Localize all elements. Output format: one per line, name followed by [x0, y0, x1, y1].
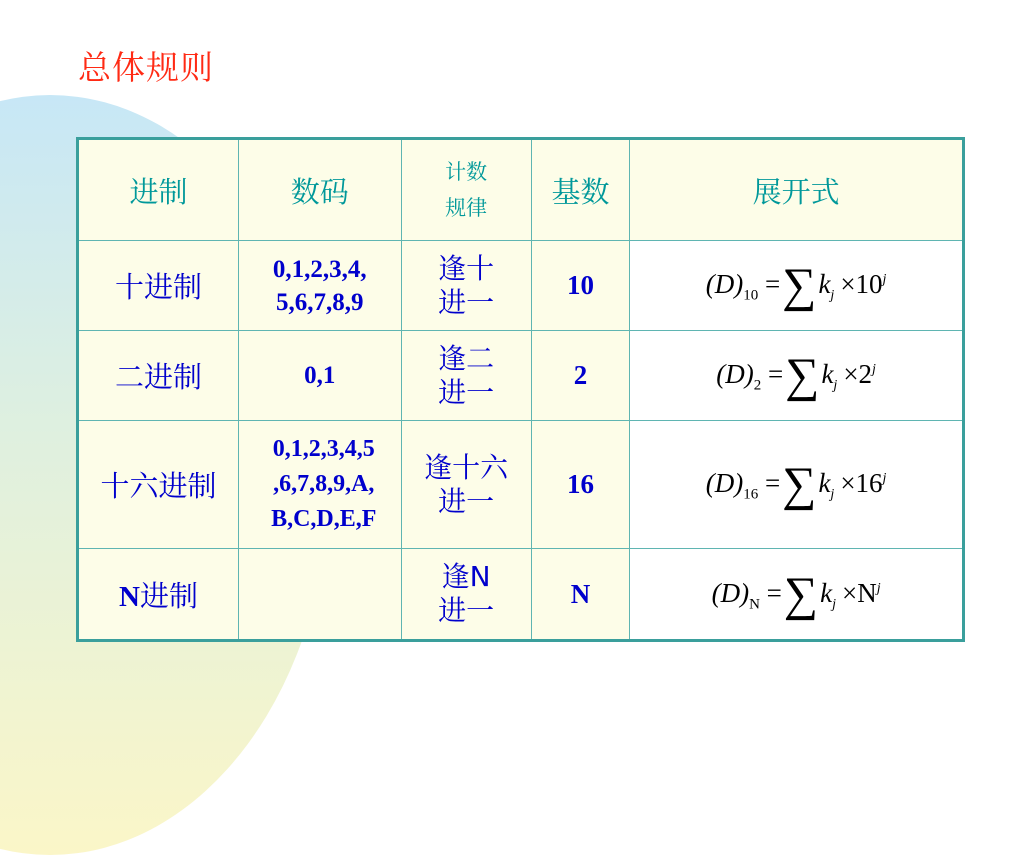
- formula-equals: =: [764, 269, 781, 299]
- table-row: [78, 241, 964, 331]
- formula-times: ×: [840, 269, 856, 299]
- formula-lhs: (D): [716, 359, 754, 389]
- formula-lhs: (D): [705, 468, 744, 498]
- header-rule: [401, 139, 531, 241]
- formula-times: ×: [840, 468, 856, 498]
- formula-subscript: 10: [743, 287, 759, 304]
- formula-exponent: j: [876, 580, 881, 596]
- system-name-prefix: N: [118, 580, 140, 613]
- expansion-cell: [630, 549, 964, 641]
- radix-value: 2: [531, 331, 629, 421]
- formula-radix: 16: [855, 468, 883, 498]
- expansion-formula: [712, 567, 881, 622]
- formula-radix: N: [857, 577, 877, 608]
- sigma-symbol: ∑: [783, 567, 819, 621]
- sigma-symbol: ∑: [785, 349, 820, 402]
- header-base: 基数: [531, 139, 629, 241]
- sigma-symbol: ∑: [782, 458, 817, 511]
- digit-set: 0,1,2,3,4, 5,6,7,8,9: [238, 241, 401, 331]
- formula-k: k: [818, 269, 831, 299]
- formula-radix: 2: [858, 359, 873, 389]
- header-system: 进制: [78, 139, 239, 241]
- expansion-cell: [630, 331, 964, 421]
- table-row: [78, 421, 964, 549]
- formula-index: j: [830, 487, 835, 502]
- slide-title: 总体规则: [78, 48, 214, 87]
- radix-value: N: [531, 549, 629, 641]
- expansion-formula: [706, 258, 887, 313]
- formula-subscript: 2: [753, 377, 762, 394]
- formula-times: ×: [843, 359, 859, 389]
- formula-index: j: [833, 378, 838, 393]
- formula-lhs: (D): [711, 577, 750, 608]
- number-system-table: [76, 137, 965, 642]
- table-row: [78, 549, 964, 641]
- radix-value: 16: [531, 421, 629, 549]
- formula-k: k: [818, 468, 831, 498]
- expansion-formula: [706, 457, 887, 512]
- table-header-row: [78, 139, 964, 241]
- formula-lhs: (D): [705, 269, 744, 299]
- sigma-symbol: ∑: [782, 259, 817, 312]
- system-name-suffix: 进制: [139, 578, 198, 613]
- system-name: 十进制: [78, 241, 239, 331]
- formula-index: j: [830, 288, 835, 303]
- digit-set: 0,1: [238, 331, 401, 421]
- formula-subscript: 16: [743, 486, 759, 503]
- formula-radix: 10: [855, 269, 883, 299]
- formula-exponent: j: [882, 272, 887, 287]
- formula-subscript: N: [749, 595, 760, 612]
- carry-rule: 逢十六 进一: [401, 421, 531, 549]
- carry-rule: 逢二 进一: [401, 331, 531, 421]
- expansion-cell: [630, 421, 964, 549]
- formula-k: k: [821, 359, 834, 389]
- header-expansion: 展开式: [630, 139, 964, 241]
- expansion-cell: [630, 241, 964, 331]
- formula-equals: =: [766, 577, 782, 608]
- system-name: 十六进制: [78, 421, 239, 549]
- expansion-formula: [716, 348, 876, 403]
- formula-equals: =: [767, 359, 784, 389]
- digit-set: 0,1,2,3,4,5 ,6,7,8,9,A, B,C,D,E,F: [238, 421, 401, 549]
- radix-value: 10: [531, 241, 629, 331]
- header-rule-line2: 规律: [445, 196, 488, 220]
- header-digits: 数码: [238, 139, 401, 241]
- system-name: 二进制: [78, 331, 239, 421]
- formula-exponent: j: [882, 471, 887, 486]
- carry-rule: 逢N 进一: [401, 549, 531, 641]
- carry-rule: 逢十 进一: [401, 241, 531, 331]
- formula-index: j: [832, 596, 836, 612]
- formula-exponent: j: [872, 362, 876, 377]
- formula-times: ×: [841, 577, 858, 608]
- formula-k: k: [820, 577, 833, 608]
- digit-set: [238, 549, 401, 641]
- header-rule-line1: 计数: [445, 160, 488, 184]
- table-row: [78, 331, 964, 421]
- formula-equals: =: [764, 468, 781, 498]
- system-name: [78, 549, 239, 641]
